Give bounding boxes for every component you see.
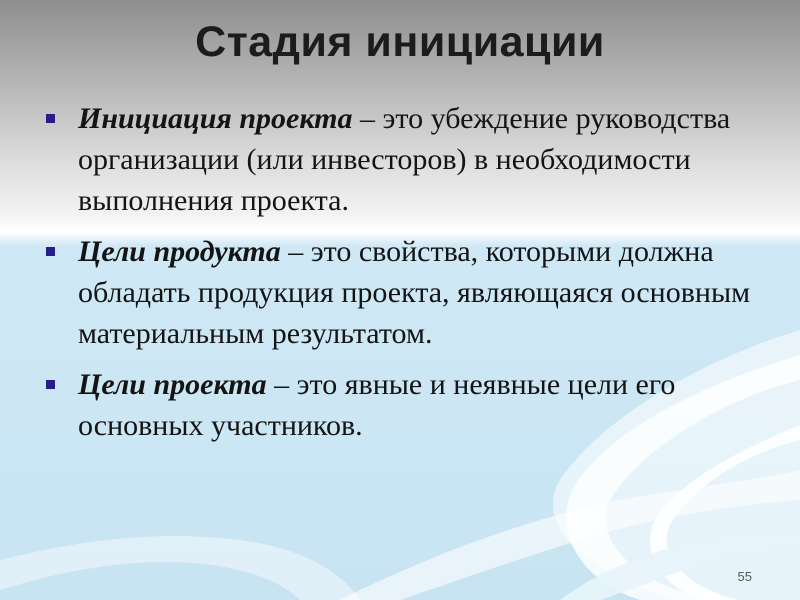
bullet-item-project-initiation: [44, 98, 764, 221]
bullet-term: Инициация проекта: [78, 102, 353, 135]
bullet-text: – это убеждение руководства организации (или инвесторов) в необходимости выполнения проекта.: [78, 102, 731, 217]
page-number: 55: [737, 569, 752, 584]
slide-title: Стадия инициации: [195, 18, 605, 66]
bullet-item-project-goals: [44, 364, 764, 446]
square-bullet-icon: [46, 114, 55, 123]
bullet-term: Цели проекта: [78, 368, 267, 401]
bullet-item-product-goals: [44, 231, 764, 354]
bullet-term: Цели продукта: [78, 235, 281, 268]
square-bullet-icon: [46, 247, 55, 256]
bullet-text: – это свойства, которыми должна обладать продукция проекта, являющаяся основным материальным результатом.: [78, 235, 751, 350]
bullet-text: – это явные и неявные цели его основных участников.: [78, 368, 676, 442]
square-bullet-icon: [46, 380, 55, 389]
bullet-list: [44, 98, 764, 456]
